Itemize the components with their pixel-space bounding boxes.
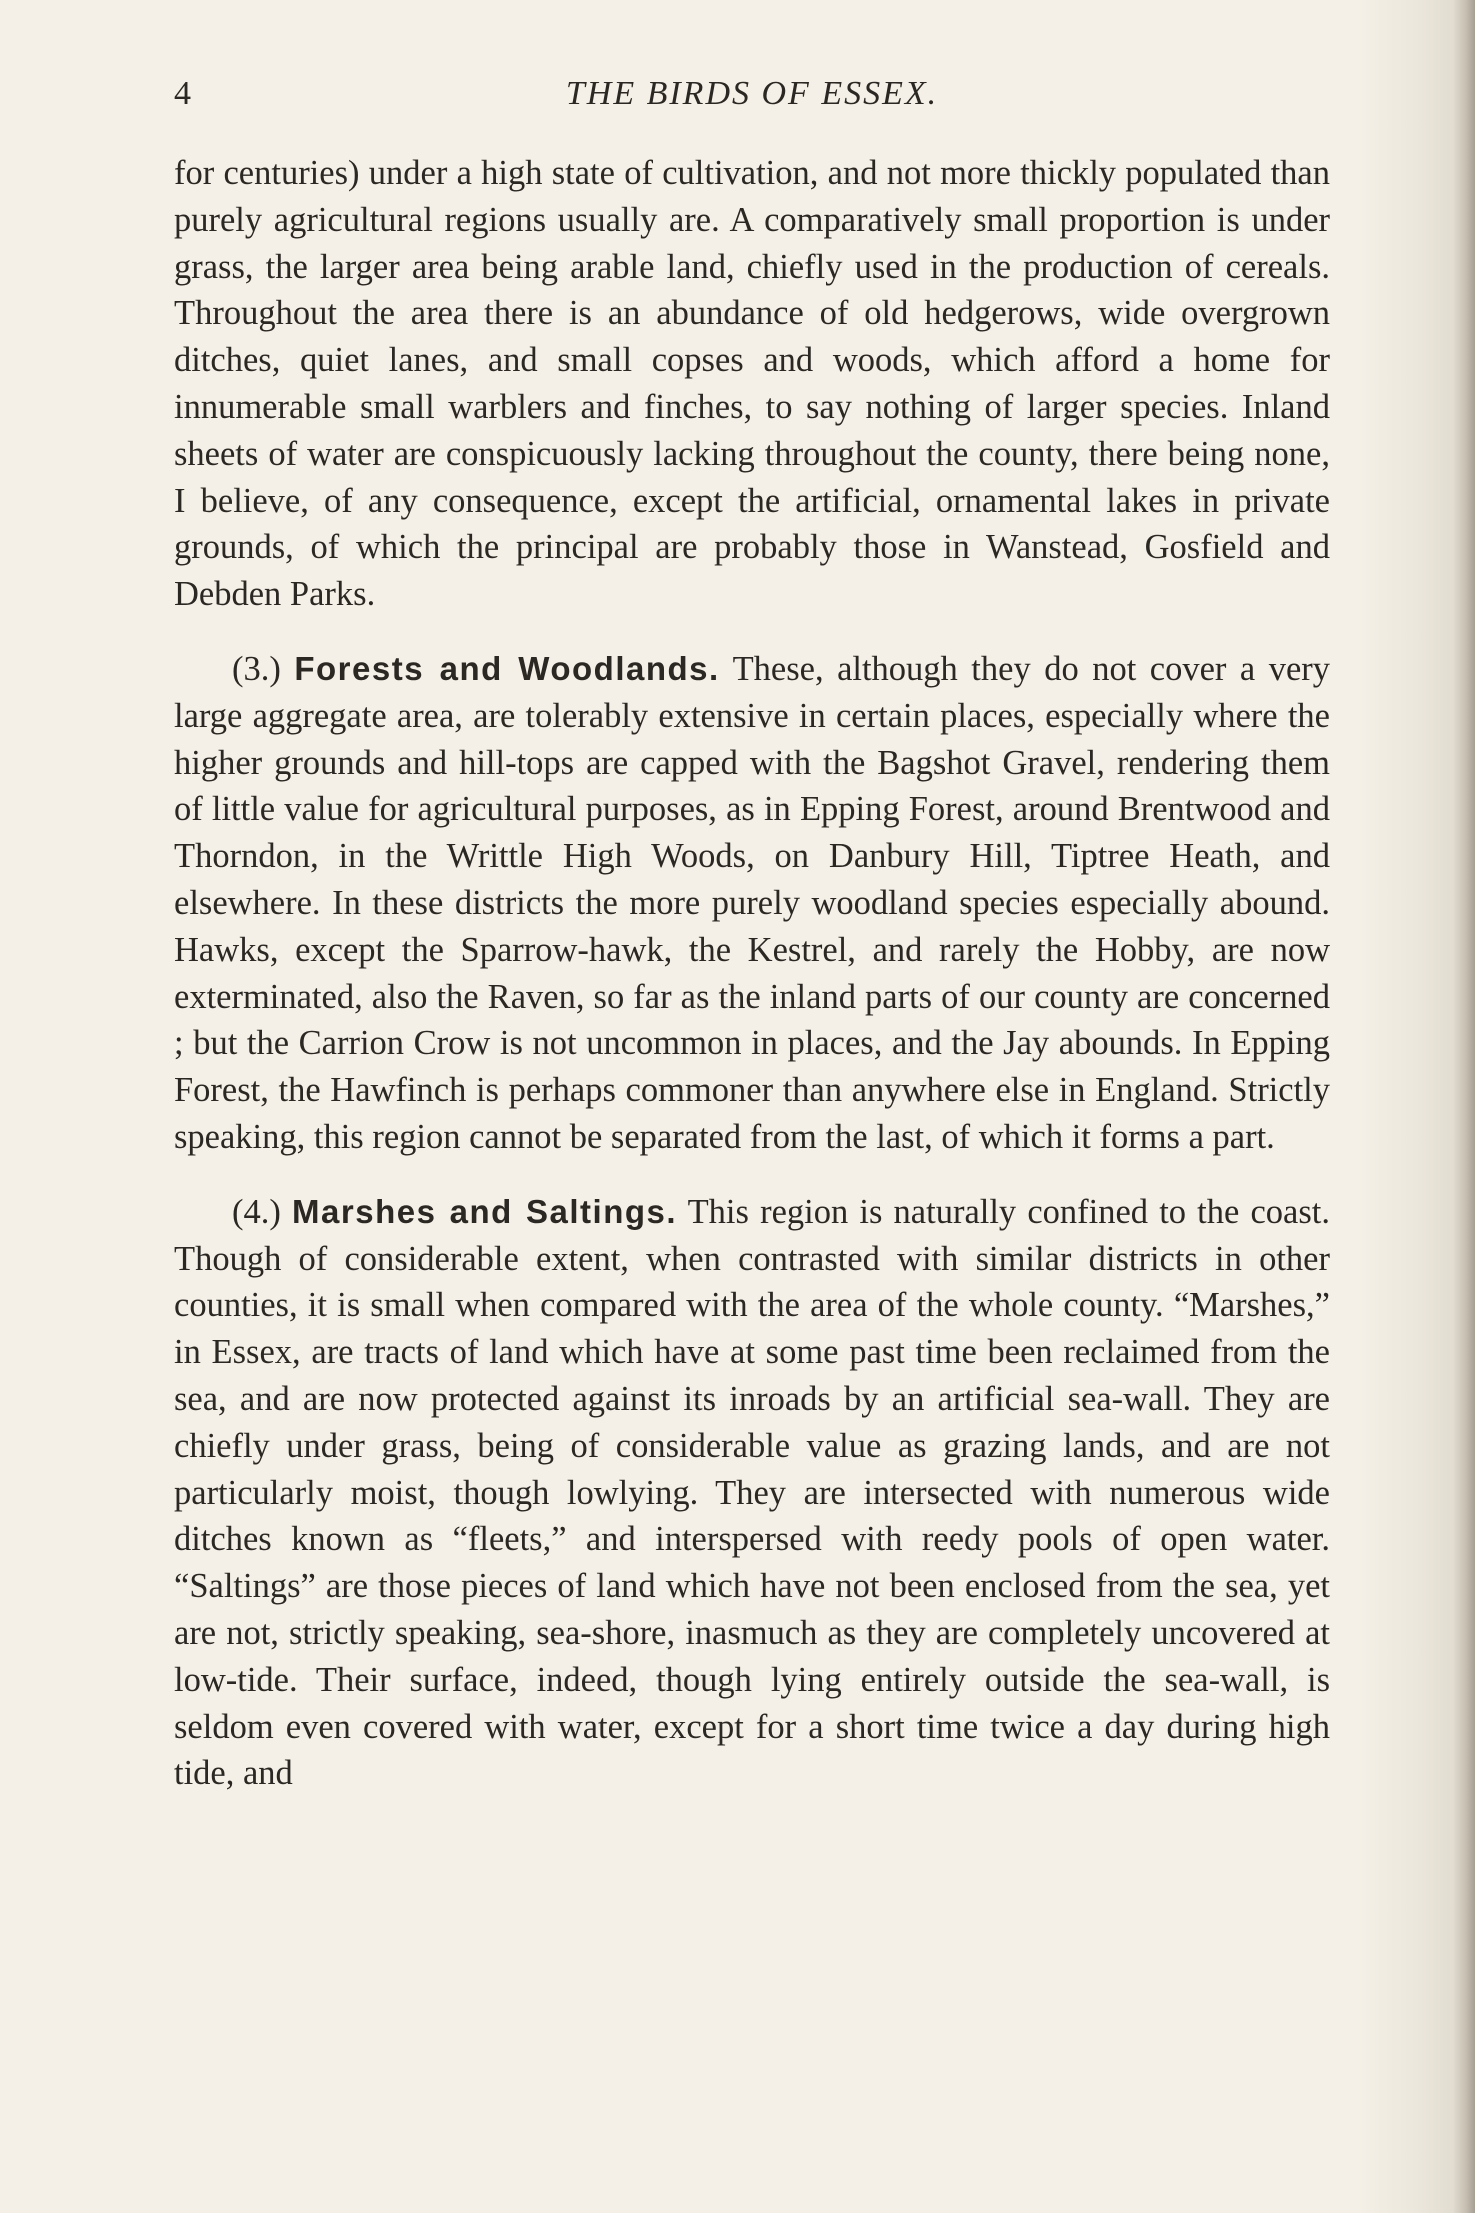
paragraph-marshes-saltings [174, 1189, 1330, 1797]
page-edge-shadow [1453, 0, 1475, 2213]
paragraph-text: These, although they do not cover a very large aggregate area, are tolerably extensive in certain places, especially where the higher grounds and hill-tops are capped with the Bagshot Gravel, rendering them of little value for agricultural purposes, as in Epping Forest, around Brentwood and Thorndon, in the Writtle High Woods, on Danbury Hill, Tiptree Heath, and elsewhere. In these districts the more purely woodland species especially abound. Hawks, except the Sparrow-hawk, the Kestrel, and rarely the Hobby, are now exterminated, also the Raven, so far as the inland parts of our county are concerned ; but the Carrion Crow is not uncommon in places, and the Jay abounds. In Epping Forest, the Hawfinch is perhaps commoner than anywhere else in England. Strictly speaking, this region cannot be separated from the last, of which it forms a part. [174, 649, 1330, 1156]
page-number: 4 [174, 75, 192, 112]
section-number: (4.) [232, 1192, 281, 1231]
section-heading: Marshes and Saltings. [292, 1192, 678, 1230]
paragraph-text: This region is naturally confined to the coast. Though of considerable extent, when contrasted with similar districts in other counties, it is small when compared with the area of the whole county. “Marshes,” in Essex, are tracts of land which have at some past time been reclaimed from the sea, and are now protected against its inroads by an artificial sea-wall. They are chiefly under grass, being of considerable value as grazing lands, and are not particularly moist, though lowlying. They are intersected with numerous wide ditches known as “fleets,” and interspersed with reedy pools of open water. “Saltings” are those pieces of land which have not been enclosed from the sea, yet are not, strictly speaking, sea-shore, inasmuch as they are completely uncovered at low-tide. Their surface, indeed, though lying entirely outside the sea-wall, is seldom even covered with water, except for a short time twice a day during high tide, and [174, 1192, 1331, 1793]
page-header [174, 75, 1330, 125]
paragraph-forests-woodlands [174, 646, 1330, 1161]
paragraph-text: for centuries) under a high state of cultivation, and not more thickly populated than purely agricultural regions usually are. A comparatively small proportion is under grass, the larger area being arable land, chiefly used in the production of cereals. Throughout the area there is an abundance of old hedgerows, wide overgrown ditches, quiet lanes, and small copses and woods, which afford a home for innumerable small warblers and finches, to say nothing of larger species. Inland sheets of water are conspicuously lacking throughout the county, there being none, I believe, of any consequence, except the artificial, ornamental lakes in private grounds, of which the principal are probably those in Wanstead, Gosfield and Debden Parks. [174, 154, 1330, 614]
section-heading: Forests and Woodlands. [294, 649, 720, 687]
body-text [174, 150, 1330, 1797]
section-number: (3.) [232, 649, 281, 688]
paragraph-cultivation [174, 150, 1330, 618]
running-title: THE BIRDS OF ESSEX. [565, 75, 939, 112]
